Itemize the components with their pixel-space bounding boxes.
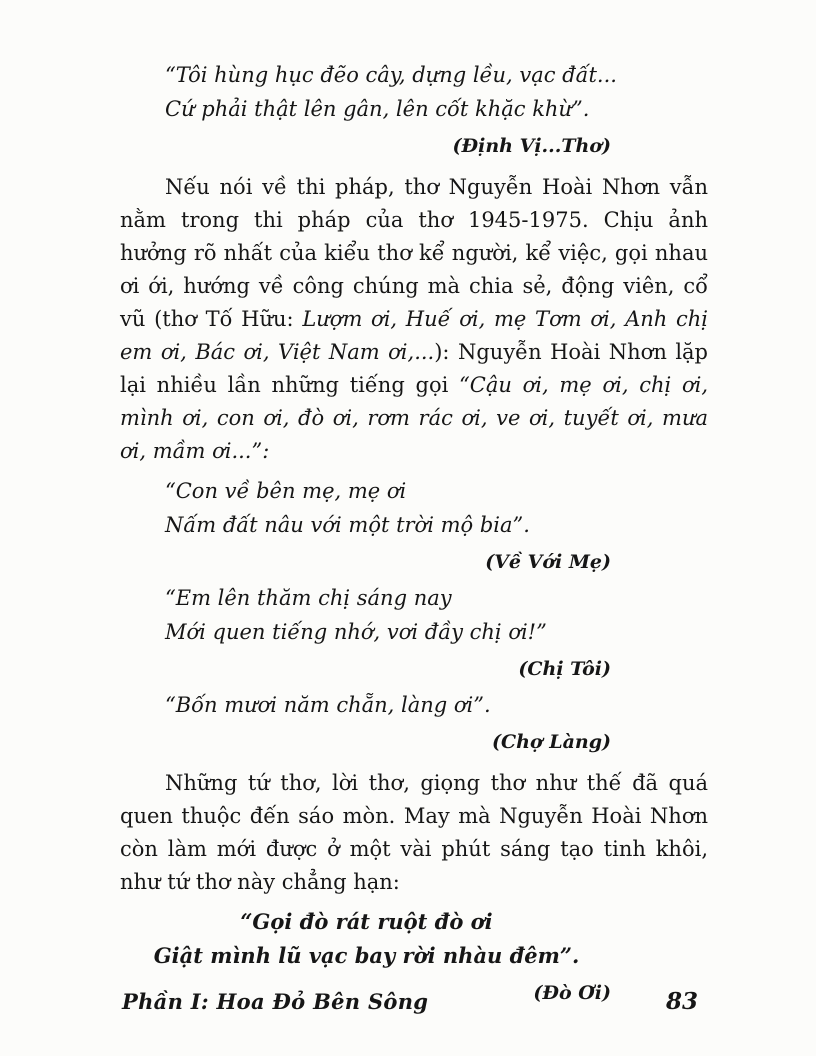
poem-quote xyxy=(120,581,708,649)
quote-attribution: (Đò Ơi) xyxy=(533,982,611,1004)
quote-line: “Con về bên mẹ, mẹ ơi xyxy=(165,479,407,503)
quote-line: Mới quen tiếng nhớ, vơi đầy chị ơi!” xyxy=(165,620,547,644)
quote-line: “Bốn mươi năm chẵn, làng ơi”. xyxy=(165,693,491,717)
quote-line: Nấm đất nâu với một trời mộ bia”. xyxy=(165,513,530,537)
poem-quote xyxy=(120,58,708,126)
paragraph xyxy=(120,171,708,468)
quote-attribution: (Về Với Mẹ) xyxy=(485,551,611,573)
quote-line: “Tôi hùng hục đẽo cây, dựng lều, vạc đất... xyxy=(165,63,617,87)
quote-attribution: (Định Vị...Thơ) xyxy=(452,135,611,157)
poem-quote xyxy=(120,474,708,542)
footer-section-title: Phần I: Hoa Đỏ Bên Sông xyxy=(122,989,429,1014)
quote-attribution: (Chị Tôi) xyxy=(518,658,611,680)
page-number: 83 xyxy=(665,988,698,1015)
text-run: Những tứ thơ, lời thơ, giọng thơ như thế đã quá quen thuộc đến sáo mòn. May mà Nguyễn Hoài Nhơn còn làm mới được ở một vài phút sáng tạo tinh khôi, như tứ thơ này chẳng hạn: xyxy=(120,771,708,894)
poem-quote xyxy=(120,905,708,973)
text-run: “Cậu ơi, mẹ ơi, chị ơi, mình ơi, con ơi, đò ơi, rơm rác ơi, ve ơi, tuyết ơi, mưa ơi, mầm ơi...”: xyxy=(120,373,708,463)
text-run: ): Nguyễn Hoài Nhơn lặp lại nhiều lần những tiếng gọi xyxy=(120,340,708,397)
quote-line: Cứ phải thật lên gân, lên cốt khặc khừ”. xyxy=(165,97,590,121)
paragraph xyxy=(120,767,708,899)
quote-line: “Em lên thăm chị sáng nay xyxy=(165,586,452,610)
page-footer xyxy=(122,988,698,1015)
quote-attribution: (Chợ Làng) xyxy=(492,731,611,753)
text-run: Lượm ơi, Huế ơi, mẹ Tơm ơi, Anh chị em ơi, Bác ơi, Việt Nam ơi,... xyxy=(120,307,709,364)
quote-line: “Gọi đò rát ruột đò ơi xyxy=(240,909,493,934)
quote-line: Giật mình lũ vạc bay rời nhàu đêm”. xyxy=(153,943,580,968)
text-column xyxy=(120,52,708,1008)
poem-quote xyxy=(120,688,708,722)
text-run: Nếu nói về thi pháp, thơ Nguyễn Hoài Nhơn vẫn nằm trong thi pháp của thơ 1945-1975. Chịu ảnh hưởng rõ nhất của kiểu thơ kể người, kể việc, gọi nhau ơi ới, hướng về công chúng mà chia sẻ, động viên, cổ vũ (thơ Tố Hữu: xyxy=(120,175,708,331)
